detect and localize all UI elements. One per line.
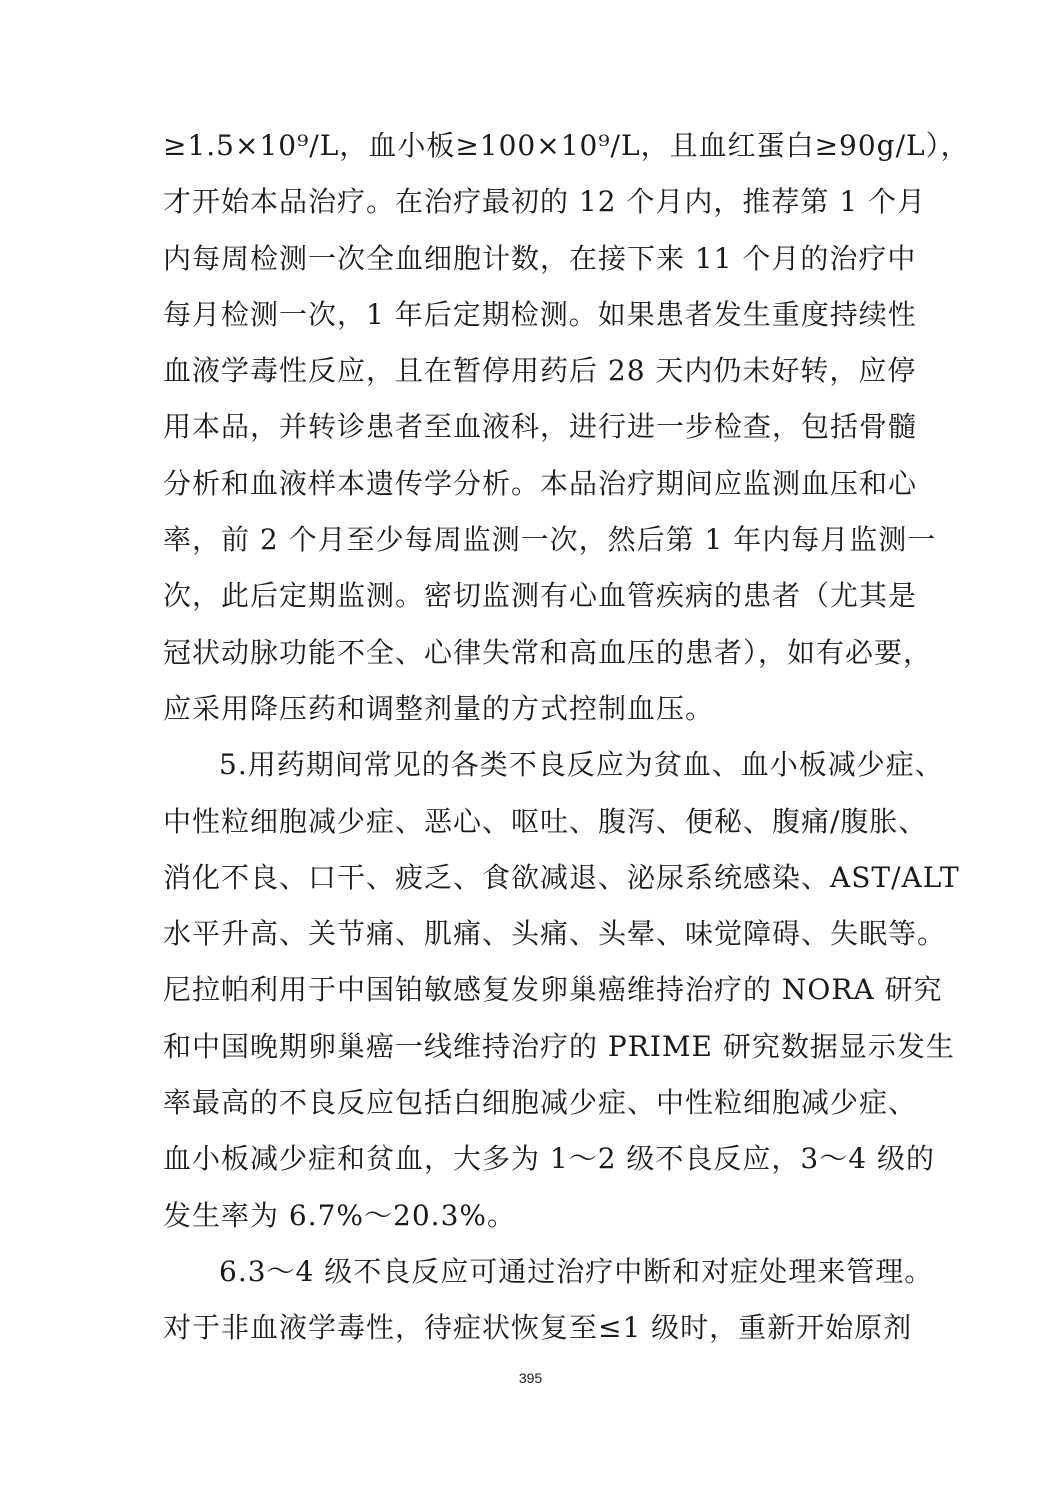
text-line: 消化不良、口干、疲乏、食欲减退、泌尿系统感染、AST/ALT bbox=[163, 860, 960, 894]
text-line: 率，前 2 个月至少每周监测一次，然后第 1 年内每月监测一 bbox=[163, 523, 937, 557]
text-line: 每月检测一次，1 年后定期检测。如果患者发生重度持续性 bbox=[163, 297, 917, 331]
text-line: 率最高的不良反应包括白细胞减少症、中性粒细胞减少症、 bbox=[163, 1086, 918, 1120]
text-line: 发生率为 6.7%～20.3%。 bbox=[163, 1198, 516, 1232]
text-line: 对于非血液学毒性，待症状恢复至≤1 级时，重新开始原剂 bbox=[163, 1311, 913, 1345]
text-line: 才开始本品治疗。在治疗最初的 12 个月内，推荐第 1 个月 bbox=[163, 185, 927, 219]
body-text bbox=[163, 118, 970, 1357]
page-number: 395 bbox=[518, 1370, 543, 1386]
text-line: 次，此后定期监测。密切监测有心血管疾病的患者（尤其是 bbox=[163, 579, 918, 613]
text-line: 血液学毒性反应，且在暂停用药后 28 天内仍未好转，应停 bbox=[163, 354, 917, 388]
text-line: 内每周检测一次全血细胞计数，在接下来 11 个月的治疗中 bbox=[163, 241, 917, 275]
text-line: ≥1.5×10⁹/L，血小板≥100×10⁹/L，且血红蛋白≥90g/L）， bbox=[163, 129, 970, 162]
text-line: 分析和血液样本遗传学分析。本品治疗期间应监测血压和心 bbox=[163, 466, 918, 500]
text-line: 应采用降压药和调整剂量的方式控制血压。 bbox=[163, 691, 715, 725]
text-line: 尼拉帕利用于中国铂敏感复发卵巢癌维持治疗的 NORA 研究 bbox=[163, 973, 943, 1007]
text-line: 血小板减少症和贫血，大多为 1～2 级不良反应，3～4 级的 bbox=[163, 1142, 935, 1176]
text-line: 中性粒细胞减少症、恶心、呕吐、腹泻、便秘、腹痛/腹胀、 bbox=[163, 804, 928, 838]
paragraph-start-line: 6.3～4 级不良反应可通过治疗中断和对症处理来管理。 bbox=[219, 1254, 934, 1288]
text-line: 用本品，并转诊患者至血液科，进行进一步检查，包括骨髓 bbox=[163, 410, 918, 444]
paragraph-start-line: 5.用药期间常见的各类不良反应为贫血、血小板减少症、 bbox=[219, 748, 944, 782]
text-line: 和中国晚期卵巢癌一线维持治疗的 PRIME 研究数据显示发生 bbox=[163, 1029, 955, 1063]
text-line: 水平升高、关节痛、肌痛、头痛、头晕、味觉障碍、失眠等。 bbox=[163, 917, 947, 951]
text-line: 冠状动脉功能不全、心律失常和高血压的患者），如有必要， bbox=[163, 635, 933, 669]
